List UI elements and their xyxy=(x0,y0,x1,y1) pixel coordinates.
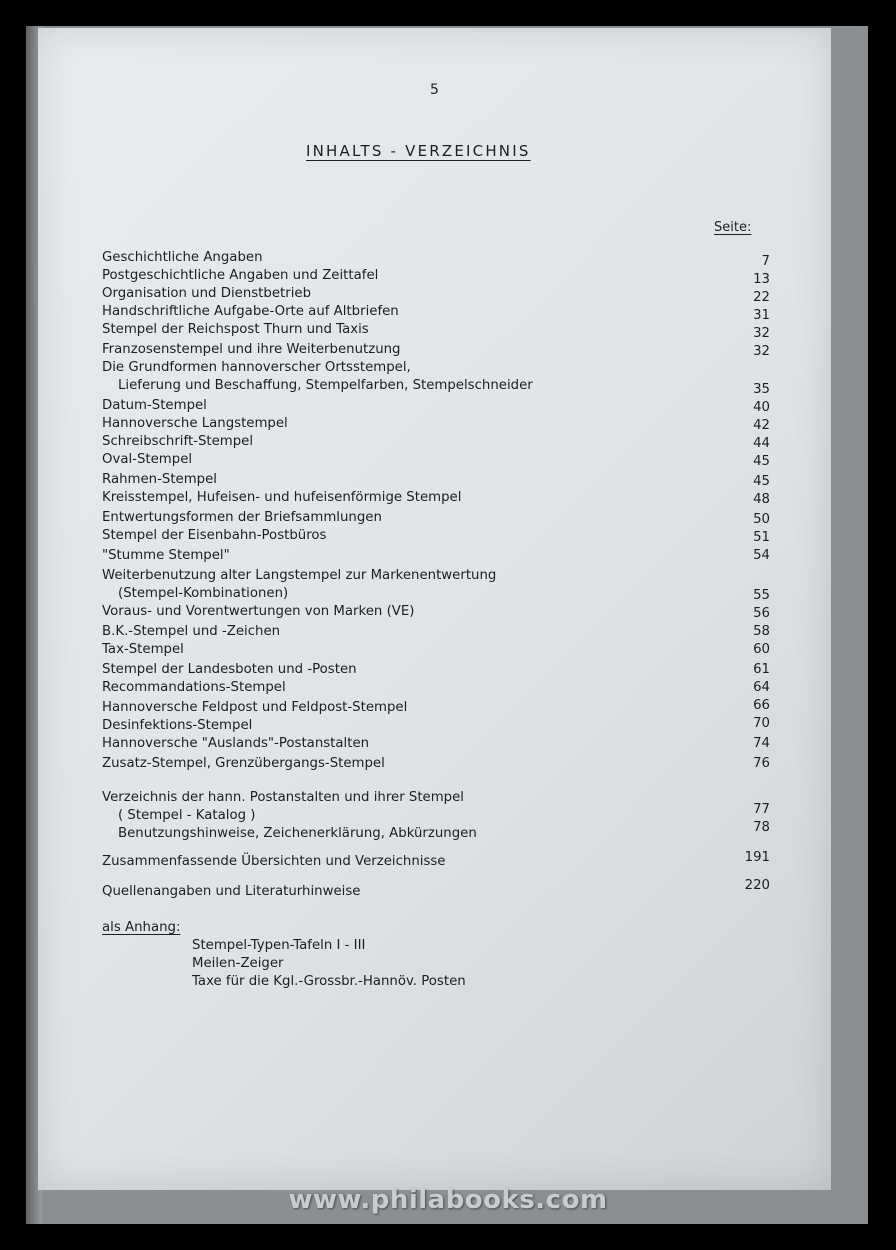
toc-entry-title: Schreibschrift-Stempel xyxy=(102,434,254,449)
toc-entry-title: Entwertungsformen der Briefsammlungen xyxy=(102,510,382,525)
toc-entry-page: 45 xyxy=(753,474,770,489)
appendix-item: Meilen-Zeiger xyxy=(192,956,284,971)
toc-entry-title: Handschriftliche Aufgabe-Orte auf Altbriefen xyxy=(102,304,399,319)
toc-entry-title: Weiterbenutzung alter Langstempel zur Markenentwertung xyxy=(102,568,497,583)
toc-entry-page: 60 xyxy=(753,642,770,657)
toc-entry-title: Rahmen-Stempel xyxy=(102,472,217,487)
toc-entry-page: 58 xyxy=(753,624,770,639)
page-number: 5 xyxy=(430,82,439,98)
toc-entry-title: Datum-Stempel xyxy=(102,398,207,413)
toc-entry-title: Die Grundformen hannoverscher Ortsstempel, xyxy=(102,360,411,375)
toc-entry-page: 70 xyxy=(753,716,770,731)
toc-entry-page: 45 xyxy=(753,454,770,469)
toc-entry-title: Stempel der Landesboten und -Posten xyxy=(102,662,357,677)
toc-entry-title: Verzeichnis der hann. Postanstalten und ihrer Stempel xyxy=(102,790,465,805)
toc-entry-title: Hannoversche "Auslands"-Postanstalten xyxy=(102,736,370,751)
page-title: INHALTS - VERZEICHNIS xyxy=(306,142,531,160)
toc-entry-title: Organisation und Dienstbetrieb xyxy=(102,286,312,301)
toc-entry-page: 78 xyxy=(753,820,770,835)
toc-entry-title: Lieferung und Beschaffung, Stempelfarben, Stempelschneider xyxy=(118,378,533,393)
toc-entry-page: 32 xyxy=(753,326,770,341)
toc-entry-title: "Stumme Stempel" xyxy=(102,548,230,563)
toc-entry-page: 220 xyxy=(744,878,770,893)
appendix-label: als Anhang: xyxy=(102,920,181,935)
toc-entry-page: 7 xyxy=(761,254,770,269)
toc-entry-page: 61 xyxy=(753,662,770,677)
appendix-item: Stempel-Typen-Tafeln I - III xyxy=(192,938,366,953)
toc-entry-title: Zusammenfassende Übersichten und Verzeichnisse xyxy=(102,854,446,869)
toc-entry-page: 44 xyxy=(753,436,770,451)
toc-entry-page: 55 xyxy=(753,588,770,603)
toc-entry-page: 76 xyxy=(753,756,770,771)
toc-entry-title: Quellenangaben und Literaturhinweise xyxy=(102,884,361,899)
toc-entry-title: (Stempel-Kombinationen) xyxy=(118,586,289,601)
toc-entry-title: B.K.-Stempel und -Zeichen xyxy=(102,624,281,639)
toc-entry-page: 74 xyxy=(753,736,770,751)
toc-entry-title: Voraus- und Vorentwertungen von Marken (VE) xyxy=(102,604,415,619)
toc-entry-page: 56 xyxy=(753,606,770,621)
toc-entry-title: Stempel der Reichspost Thurn und Taxis xyxy=(102,322,369,337)
toc-entry-page: 40 xyxy=(753,400,770,415)
toc-entry-title: Recommandations-Stempel xyxy=(102,680,286,695)
document-page xyxy=(38,28,831,1190)
toc-entry-title: ( Stempel - Katalog ) xyxy=(118,808,256,823)
toc-entry-page: 13 xyxy=(753,272,770,287)
toc-entry-page: 77 xyxy=(753,802,770,817)
toc-entry-title: Hannoversche Feldpost und Feldpost-Stempel xyxy=(102,700,408,715)
toc-entry-title: Tax-Stempel xyxy=(102,642,184,657)
toc-entry-page: 66 xyxy=(753,698,770,713)
toc-entry-page: 22 xyxy=(753,290,770,305)
toc-entry-title: Kreisstempel, Hufeisen- und hufeisenförmige Stempel xyxy=(102,490,462,505)
toc-entry-title: Franzosenstempel und ihre Weiterbenutzung xyxy=(102,342,401,357)
toc-entry-page: 50 xyxy=(753,512,770,527)
toc-entry-title: Hannoversche Langstempel xyxy=(102,416,288,431)
appendix-item: Taxe für die Kgl.-Grossbr.-Hannöv. Posten xyxy=(192,974,466,989)
toc-entry-page: 51 xyxy=(753,530,770,545)
toc-entry-title: Zusatz-Stempel, Grenzübergangs-Stempel xyxy=(102,756,385,771)
toc-entry-page: 31 xyxy=(753,308,770,323)
toc-entry-title: Geschichtliche Angaben xyxy=(102,250,263,265)
toc-entry-page: 64 xyxy=(753,680,770,695)
toc-entry-title: Oval-Stempel xyxy=(102,452,193,467)
toc-entry-page: 42 xyxy=(753,418,770,433)
toc-entry-title: Stempel der Eisenbahn-Postbüros xyxy=(102,528,327,543)
toc-entry-title: Benutzungshinweise, Zeichenerklärung, Abkürzungen xyxy=(118,826,477,841)
toc-entry-page: 48 xyxy=(753,492,770,507)
toc-entry-page: 32 xyxy=(753,344,770,359)
toc-entry-page: 191 xyxy=(744,850,770,865)
toc-entry-title: Postgeschichtliche Angaben und Zeittafel xyxy=(102,268,379,283)
toc-entry-title: Desinfektions-Stempel xyxy=(102,718,253,733)
toc-entry-page: 35 xyxy=(753,382,770,397)
toc-entry-page: 54 xyxy=(753,548,770,563)
watermark: www.philabooks.com xyxy=(288,1185,608,1215)
seite-column-label: Seite: xyxy=(714,220,752,235)
